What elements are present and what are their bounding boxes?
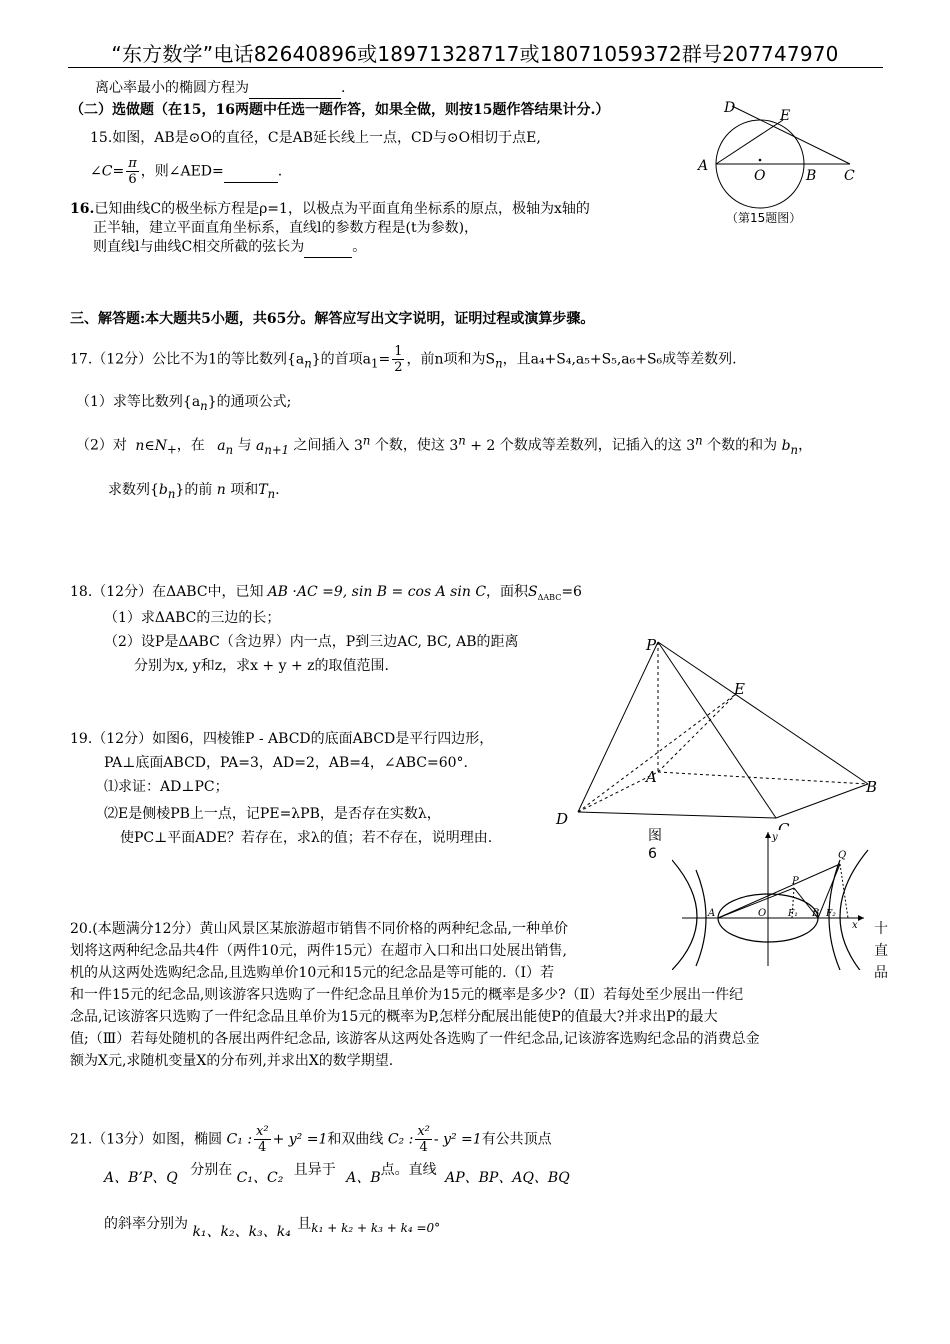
q19-part2-line2: 使PC⊥平面ADE？若存在，求λ的值；若不存在，说明理由. bbox=[120, 830, 493, 846]
q19-part1: ⑴求证：AD⊥PC； bbox=[104, 779, 229, 795]
label-Q: Q bbox=[838, 850, 847, 861]
q19-line2: PA⊥底面ABCD，PA=3，AD=2，AB=4，∠ABC=60°. bbox=[104, 755, 468, 771]
q17-part2-line2: 求数列$\{b_n\}$的前 n 项和$T_n$. bbox=[108, 482, 280, 501]
label-x: x bbox=[852, 920, 858, 931]
label-E: E bbox=[780, 108, 791, 124]
label-y: y bbox=[772, 832, 778, 843]
q20-line2-end: 直 bbox=[874, 943, 888, 959]
pi-over-6: $\frac{\pi}{6}$ bbox=[128, 156, 137, 187]
header-rule bbox=[68, 67, 883, 68]
section3-title: 三、解答题:本大题共5小题，共65分。解答应写出文字说明，证明过程或演算步骤。 bbox=[70, 311, 595, 327]
q18-part1: （1）求ΔABC的三边的长； bbox=[104, 610, 281, 626]
q17-line1: 17.（12分）公比不为1的等比数列$\{a_n\}$的首项$a_1=$ $\frac{1}{2}$ ，前n项和为$S_n$，且a₄+S₄,a₅+S₅,a₆+S₆成等差数列. bbox=[70, 344, 737, 375]
figure-6-caption-2: 6 bbox=[648, 846, 657, 862]
q18-part2-line1: （2）设P是ΔABC（含边界）内一点，P到三边AC, BC, AB的距离 bbox=[104, 634, 519, 650]
label-A: A bbox=[646, 768, 657, 786]
section2-title: （二）选做题（在15，16两题中任选一题作答，如果全做，则按15题作答结果计分.） bbox=[70, 102, 610, 118]
label-O: O bbox=[758, 908, 767, 919]
label-C: C bbox=[844, 168, 855, 184]
q17-part2-line1: （2）对 $n\in N_+$，在 $a_n$ 与 $a_{n+1}$ 之间插入 3$^n$ 个数，使这 $3^n + 2$ 个数成等差数列，记插入的这 3$^n$ 个数的和为 $b_n$， bbox=[76, 433, 813, 457]
q21-line2: A、B’P、Q 分别在 C₁、C₂ 且异于 A、B点。直线 AP、BP、AQ、BQ bbox=[104, 1162, 570, 1186]
q18-line1: 18.（12分）在ΔABC中，已知 AB ·AC =9, sin B = cos A sin C，面积$S_{\Delta ABC}=6$ bbox=[70, 584, 582, 602]
page-header: “东方数学”电话82640896或18971328717或18071059372群号207747970 bbox=[111, 42, 839, 66]
label-F1: F₁ bbox=[788, 909, 798, 919]
label-E: E bbox=[734, 680, 745, 698]
label-P: P bbox=[646, 636, 657, 654]
label-D: D bbox=[556, 810, 569, 828]
q16-line3: 则直线l与曲线C相交所截的弦长为 。 bbox=[93, 237, 366, 258]
label-D: D bbox=[724, 100, 736, 116]
answer-blank bbox=[304, 237, 352, 258]
label-F2: F₂ bbox=[826, 909, 836, 919]
one-half: $\frac{1}{2}$ bbox=[394, 344, 403, 375]
q20-line1: 20.(本题满分12分）黄山风景区某旅游超市销售不同价格的两种纪念品,一种单价 bbox=[70, 921, 568, 937]
q20-line3: 机的从这两处选购纪念品,且选购单价10元和15元的纪念品是等可能的.（Ⅰ）若 bbox=[70, 965, 555, 981]
q16-line1: 16.已知曲线C的极坐标方程是ρ=1，以极点为平面直角坐标系的原点，极轴为x轴的 bbox=[70, 201, 590, 217]
figure-15-caption: （第15题图） bbox=[726, 211, 802, 225]
figure-21-conics bbox=[672, 830, 872, 970]
label-A: A bbox=[698, 158, 709, 174]
answer-blank bbox=[224, 162, 278, 183]
q15-line2: ∠C= $\frac{\pi}{6}$ ，则∠AED= . bbox=[90, 156, 283, 187]
q20-line6: 值;（Ⅲ）若每处随机的各展出两件纪念品, 该游客从这两处各选购了一件纪念品,记该游客选购纪念品的消费总金 bbox=[70, 1031, 760, 1047]
label-B: B bbox=[806, 168, 817, 184]
q21-line3: 的斜率分别为 k₁、k₂、k₃、k₄ 且k₁ + k₂ + k₃ + k₄ =0° bbox=[104, 1216, 441, 1240]
q20-line3-end: 品 bbox=[874, 965, 888, 981]
figure-6-pyramid bbox=[550, 632, 890, 862]
figure-6-caption-1: 图 bbox=[648, 828, 662, 844]
q15-line1: 15.如图，AB是⊙O的直径，C是AB延长线上一点，CD与⊙O相切于点E, bbox=[90, 130, 541, 146]
q18-part2-line2: 分别为x, y和z，求x + y + z的取值范围. bbox=[134, 658, 389, 674]
q20-line4: 和一件15元的纪念品,则该游客只选购了一件纪念品且单价为15元的概率是多少?（Ⅱ）若每处至少展出一件纪 bbox=[70, 987, 744, 1003]
q20-line1-end: 十 bbox=[874, 921, 888, 937]
label-B: B bbox=[812, 908, 820, 919]
label-B: B bbox=[866, 778, 878, 796]
answer-blank bbox=[249, 78, 341, 99]
q19-part2-line1: ⑵E是侧棱PB上一点，记PE=λPB，是否存在实数λ， bbox=[104, 806, 441, 822]
q16-line2: 正半轴，建立平面直角坐标系，直线l的参数方程是(t为参数)， bbox=[93, 220, 479, 236]
q17-part1: （1）求等比数列$\{a_n\}$的通项公式; bbox=[76, 394, 292, 413]
label-C: C bbox=[778, 820, 790, 838]
q14-tail: 离心率最小的椭圆方程为 . bbox=[95, 78, 345, 99]
q20-line2: 划将这两种纪念品共4件（两件10元，两件15元）在超市入口和出口处展出销售, bbox=[70, 943, 567, 959]
label-P: P bbox=[792, 876, 799, 887]
label-O: O bbox=[754, 168, 766, 184]
label-A: A bbox=[708, 908, 716, 919]
q20-line5: 念品,记该游客只选购了一件纪念品且单价为15元的概率为P,怎样分配展出能使P的值最大?并求出P的最大 bbox=[70, 1009, 718, 1025]
figure-15 bbox=[690, 92, 880, 232]
q19-line1: 19.（12分）如图6，四棱锥P - ABCD的底面ABCD是平行四边形， bbox=[70, 731, 494, 747]
q21-line1: 21.（13分）如图，椭圆 C₁ : $\frac{\text{x²}}{4}$ + y² =1和双曲线 C₂ : $\frac{\text{x²}}{4}$ - y² =1有公共顶点 bbox=[70, 1124, 552, 1155]
q20-line7: 额为X元,求随机变量X的分布列,并求出X的数学期望. bbox=[70, 1053, 394, 1069]
